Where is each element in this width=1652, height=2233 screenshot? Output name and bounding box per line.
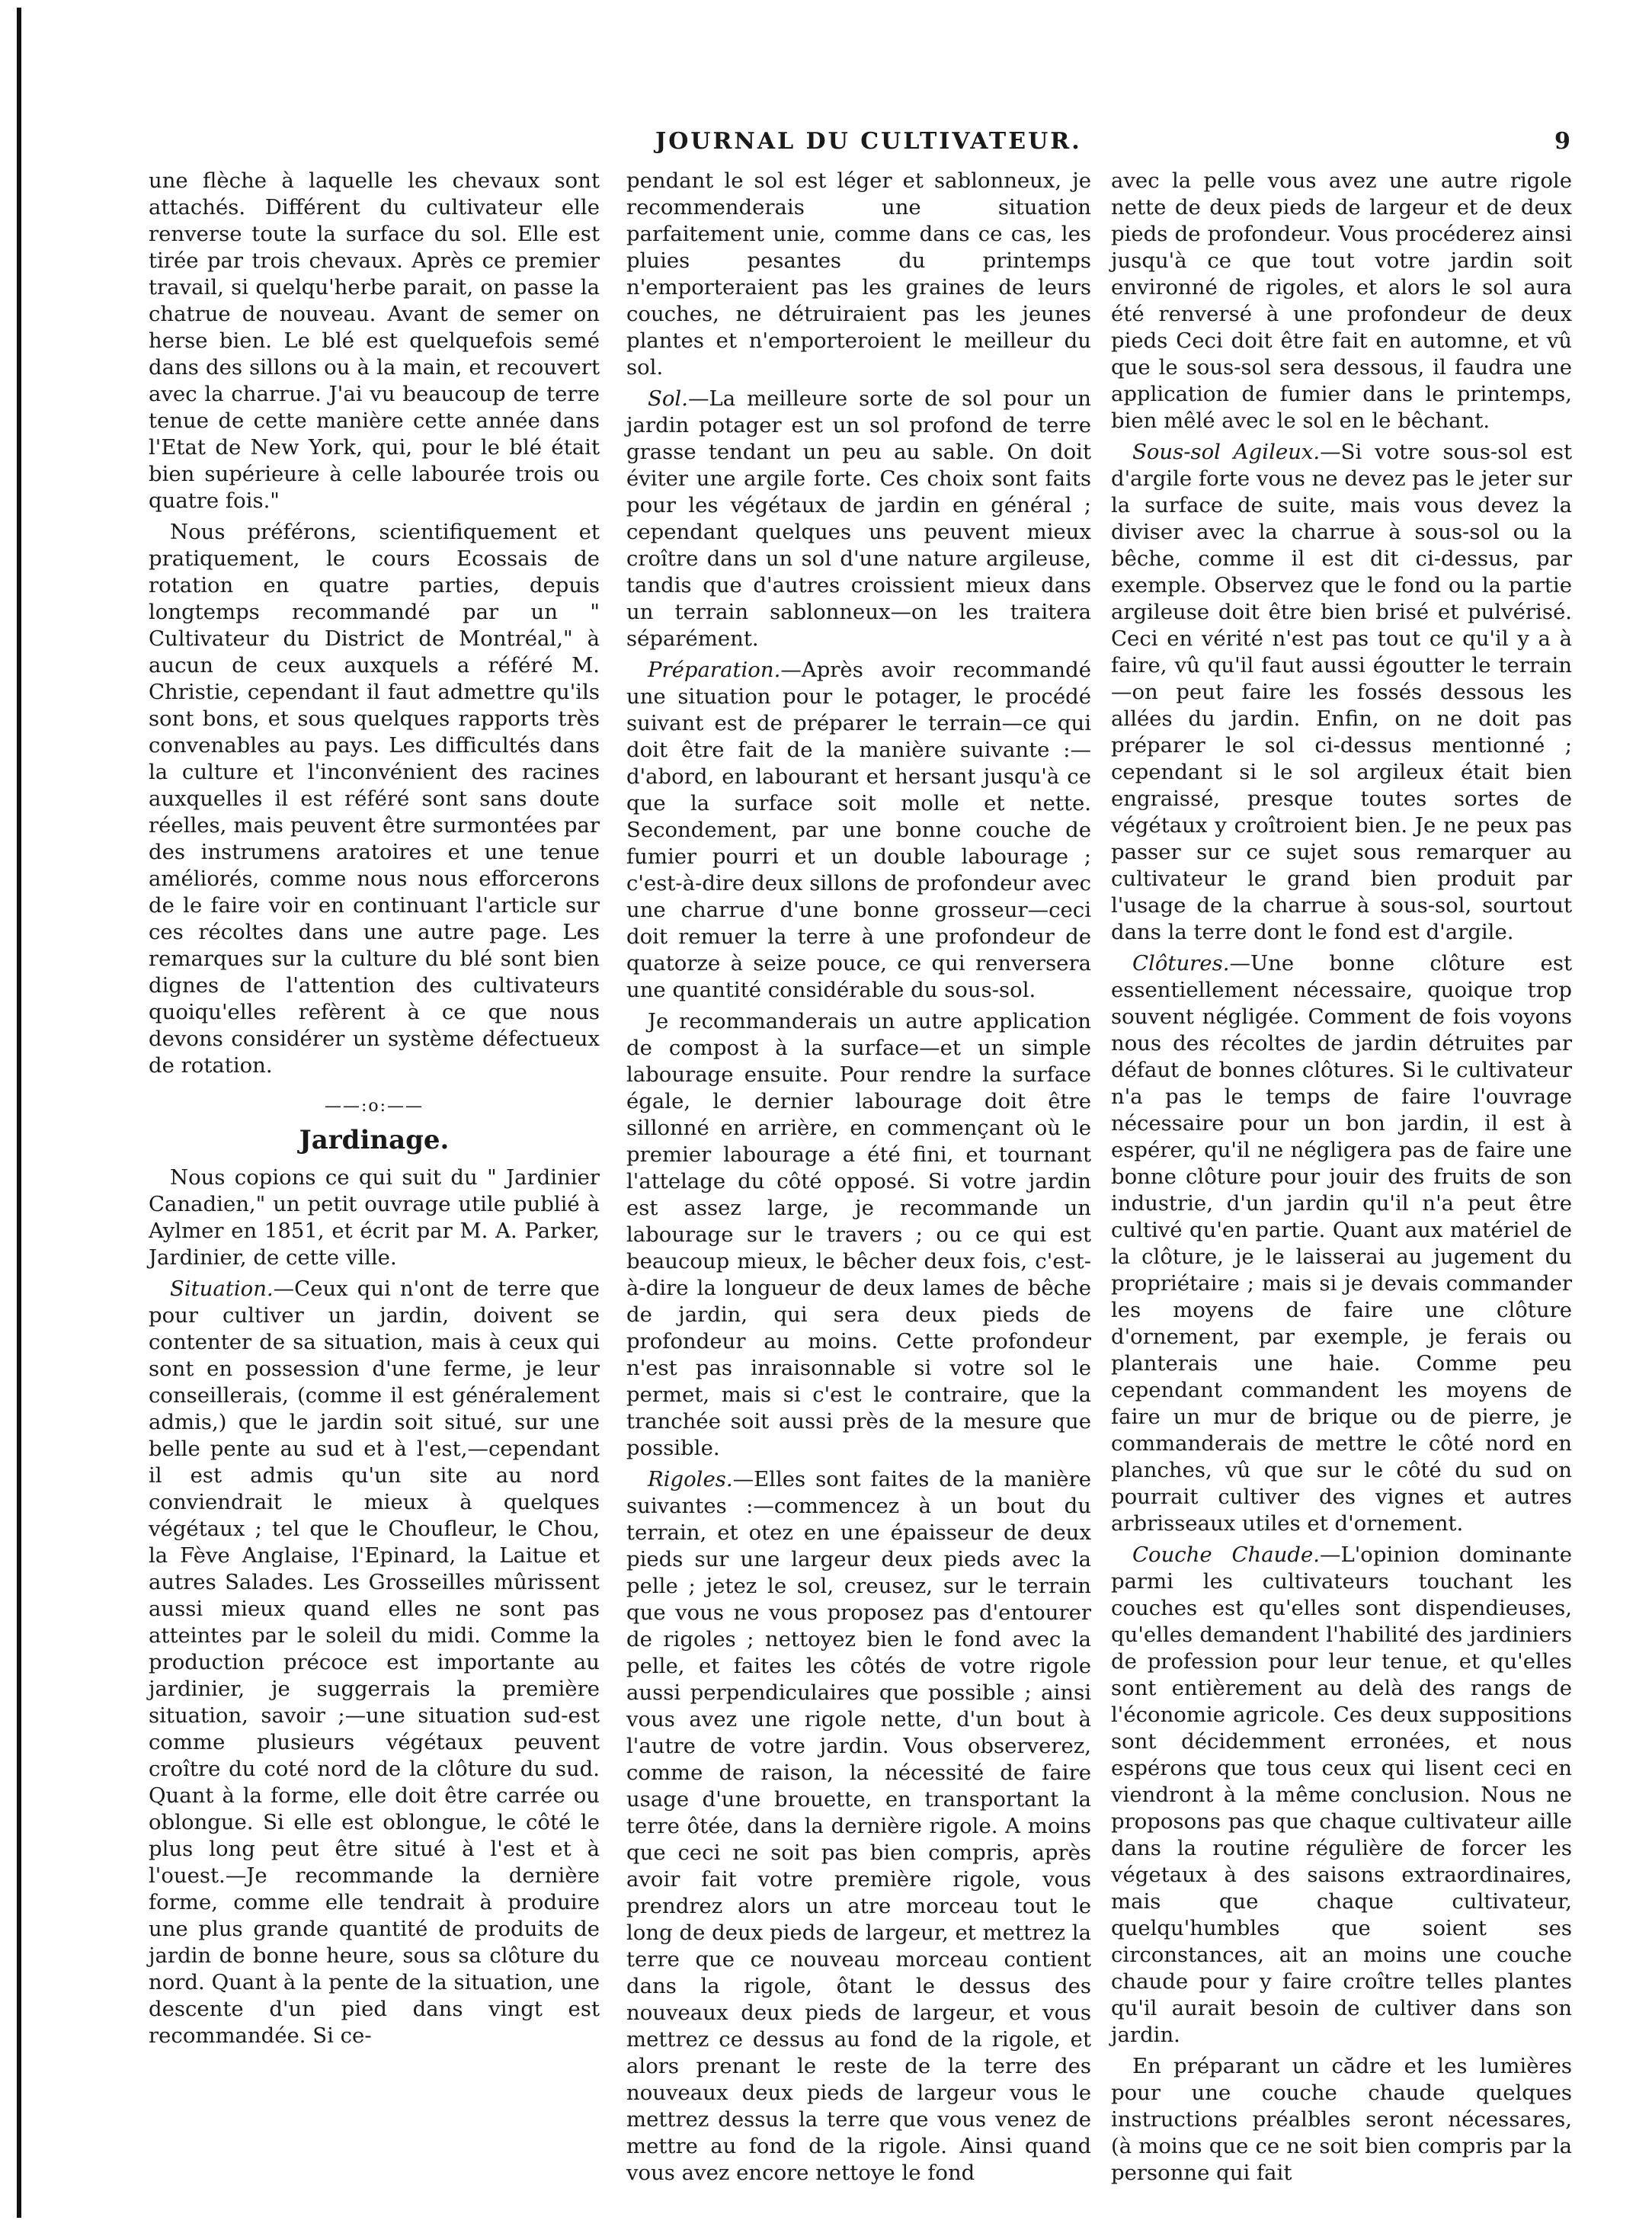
section-separator: ——:o:—— (324, 1097, 424, 1116)
run-in-heading: Sol. (648, 386, 688, 411)
paragraph: Nous préférons, scientifiquement et pratiquement, le cours Ecossais de rotation en quatre parties, depuis longtemps recommandé par un " Cultivateur du District de Montréal," à aucun de ceux auxquels a référé M. Christie, cependant il faut admettre qu'ils sont bons, et sous quelques rapports très convenables au pays. Les difficultés dans la culture et l'inconvénient des racines auxquelles il est référé sont sans doute réelles, mais peuvent être surmontées par des instrumens aratoires et une tenue améliorés, comme nous nous efforcerons de le faire voir en continuant l'article sur ces récoltes dans une autre page. Les remarques sur la culture du blé sont bien dignes de l'attention des cultivateurs quoiqu'elles refèrent à ce que nous devons considérer un système défectueux de rotation. (149, 520, 600, 1078)
page-spine-rule (17, 8, 21, 2218)
column-1 (149, 168, 600, 2054)
paragraph (626, 657, 1091, 1004)
section-heading: Jardinage. (299, 1125, 450, 1155)
paragraph-text: —Une bonne clôture est essentiellement nécessaire, quoique trop souvent négligée. Comment de fois voyons nous des récoltes de jardin détruites par défaut de bonnes clôtures. Si le cultivateur n'a pas le temps de faire l'ouvrage nécessaire pour un bon jardin, il est à espérer, qu'il ne négligera pas de faire une bonne clôture pour jouir des fruits de son industrie, d'un jardin qu'il n'a peut être cultivé qu'en partie. Quant aux matériel de la clôture, je le laisserai au jugement du propriétaire ; mais si je devais commander les moyens de faire une clôture d'ornement, par exemple, je ferais ou planterais une haie. Comme peu cependant commandent les moyens de faire un mur de brique ou de pierre, je commanderais de mettre le côté nord en planches, vû que sur le côté du sud on pourrait cultiver des vignes et autres arbrisseaux utiles et d'ornement. (1111, 951, 1572, 1536)
paragraph-text: —L'opinion dominante parmi les cultivateurs touchant les couches est qu'elles sont dispendieuses, qu'elles demandent l'habilité des jardiniers de profession pour leur tenue, et qu'elles sont entièrement au delà des rangs de l'économie agricole. Ces deux suppositions sont décidemment erronées, et nous espérons que tous ceux qui lisent ceci en viendront à la même conclusion. Nous ne proposons pas que chaque cultivateur aille dans la routine régulière de forcer les végetaux à des saisons extraordinaires, mais que chaque cultivateur, quelqu'humbles que soient ses circonstances, ait an moins une couche chaude pour y faire croître telles plantes qu'il aurait besoin de cultiver dans son jardin. (1111, 1543, 1573, 2047)
paragraph-text: —La meilleure sorte de sol pour un jardin potager est un sol profond de terre grasse tendant un peu au sable. On doit éviter une argile forte. Ces choix sont faits pour les végétaux de jardin en général ; cependant quelques uns peuvent mieux croître dans un sol d'une nature argileuse, tandis que d'autres croissient mieux dans un terrain sablonneux—on les traitera séparément. (626, 386, 1091, 651)
paragraph: En préparant un cădre et les lumières pour une couche chaude quelques instructions préalbles seront nécessares, (à moins que ce ne soit bien compris par la personne qui fait (1111, 2054, 1572, 2185)
paragraph: pendant le sol est léger et sablonneux, je recommenderais une situation parfaitement unie, comme dans ce cas, les pluies pesantes du printemps n'emporteraient pas les graines de leurs couches, ne détruiraient pas les jeunes plantes et n'emporteroient le meilleur du sol. (626, 168, 1091, 380)
paragraph (626, 386, 1091, 652)
paragraph-text: —Si votre sous-sol est d'argile forte vous ne devez pas le jeter sur la surface de suite, mais vous devez la diviser avec la charrue à sous-sol ou la bêche, comme il est dit ci-dessus, par exemple. Observez que le fond ou la partie argileuse doit être bien brisé et pulvérisé. Ceci en vérité n'est pas tout ce qu'il y a à faire, vû qu'il faut aussi égoutter le terrain —on peut faire les fossés dessous les allées du jardin. Enfin, on ne doit pas préparer le sol ci-dessus mentionné ; cependant si le sol argileux était bien engraissé, presque toutes sortes de végétaux y croîtroient bien. Je ne peux pas passer sur ce sujet sous remarquer au cultivateur le grand bien produit par l'usage de la charrue à sous-sol, sourtout dans la terre dont le fond est d'argile. (1111, 440, 1572, 944)
paragraph-text: —Après avoir recommandé une situation pour le potager, le procédé suivant est de préparer le terrain—ce qui doit être fait de la manière suivante :—d'abord, en labourant et hersant jusqu'à ce que la surface soit molle et nette. Secondement, par une bonne couche de fumier pourri et un double labourage ; c'est-à-dire deux sillons de profondeur avec une charrue d'une bonne grosseur—ceci doit remuer la terre à une profondeur de quatorze à seize pouce, ce qui renversera une quantité considérable du sous-sol. (626, 658, 1091, 1002)
paragraph (149, 1276, 600, 2049)
paragraph: Je recommanderais un autre application de compost à la surface—et un simple labourage ensuite. Pour rendre la surface égale, le dernier labourage doit être sillonné en arrière, en commençant où le premier labourage a été fini, et tournant l'attelage du côté opposé. Si votre jardin est assez large, je recommande un labourage sur le travers ; ou ce qui est beaucoup mieux, le bêcher deux fois, c'est-à-dire la longueur de deux lames de bêche de jardin, qui sera deux pieds de profondeur au moins. Cette profondeur n'est pas inraisonnable si votre sol le permet, mais si c'est le contraire, que la tranchée soit aussi près de la mesure que possible. (626, 1009, 1091, 1460)
run-in-heading: Sous-sol Agileux. (1132, 440, 1321, 464)
paragraph (1111, 950, 1572, 1537)
run-in-heading: Préparation. (648, 658, 781, 682)
paragraph (626, 1466, 1091, 2187)
paragraph: avec la pelle vous avez une autre rigole nette de deux pieds de largeur et de deux pieds de profondeur. Vous procéderez ainsi jusqu'à ce que tout votre jardin soit environné de rigoles, et alors le sol aura été renversé à une profondeur de deux pieds Ceci doit être fait en automne, et vû que le sous-sol sera dessous, il faudra une application de fumier dans le printemps, bien mêlé avec le sol en le bêchant. (1111, 168, 1572, 433)
column-2 (626, 168, 1091, 2191)
page-number: 9 (1554, 128, 1570, 155)
run-in-heading: Couche Chaude. (1132, 1543, 1320, 1567)
paragraph (1111, 1542, 1572, 2049)
column-3 (1111, 168, 1572, 2191)
paragraph: Nous copions ce qui suit du " Jardinier Canadien," un petit ouvrage utile publié à Aylmer en 1851, et écrit par M. A. Parker, Jardinier, de cette ville. (149, 1165, 600, 1270)
running-title: JOURNAL DU CULTIVATEUR. (655, 128, 1082, 155)
run-in-heading: Situation. (170, 1277, 274, 1301)
run-in-heading: Clôtures. (1132, 951, 1230, 976)
page-header (0, 128, 1652, 159)
paragraph: une flèche à laquelle les chevaux sont attachés. Différent du cultivateur elle renverse toute la surface du sol. Elle est tirée par trois chevaux. Après ce premier travail, si quelqu'herbe parait, on passe la chatrue de nouveau. Avant de semer on herse bien. Le blé est quelquefois semé dans des sillons ou à la main, et recouvert avec la charrue. J'ai vu beaucoup de terre tenue de cette manière cette année dans l'Etat de New York, qui, pour le blé était bien supérieure à celle labourée trois ou quatre fois." (149, 168, 600, 513)
paragraph-text: —Elles sont faites de la manière suivantes :—commencez à un bout du terrain, et otez en une épaisseur de deux pieds sur une largeur deux pieds avec la pelle ; jetez le sol, creusez, sur le terrain que vous ne vous proposez pas d'entourer de rigoles ; nettoyez bien le fond avec la pelle, et faites les côtés de votre rigole aussi perpendiculaires que possible ; ainsi vous avez une rigole nette, d'un bout à l'autre de votre jardin. Vous observerez, comme de raison, la nécessité de faire usage d'une brouette, en transportant la terre ôtée, dans la dernière rigole. A moins que ceci ne soit pas bien compris, après avoir fait votre première rigole, vous prendrez alors un atre morceau tout le long de deux pieds de largeur, et mettrez la terre que ce nouveau morceau contient dans la rigole, ôtant le dessus des nouveaux deux pieds de largeur, et vous mettrez ce dessus au fond de la rigole, et alors prenant le reste de la terre des nouveaux deux pieds de largeur vous le mettrez dessus la terre que vous venez de mettre au fond de la rigole. Ainsi quand vous avez encore nettoye le fond (626, 1467, 1091, 2185)
paragraph-text: —Ceux qui n'ont de terre que pour cultiver un jardin, doivent se contenter de sa situation, mais à ceux qui sont en possession d'une ferme, je leur conseillerais, (comme il est généralement admis,) que le jardin soit situé, sur une belle pente au sud et à l'est,—cependant il est admis qu'un site au nord conviendrait le mieux à quelques végétaux ; tel que le Choufleur, le Chou, la Fève Anglaise, l'Epinard, la Laitue et autres Salades. Les Grosseilles mûrissent aussi mieux quand elles ne sont pas atteintes par le soleil du midi. Comme la production précoce est importante au jardinier, je suggerrais la première situation, savoir ;—une situation sud-est comme plusieurs végétaux peuvent croître du coté nord de la clôture du sud. Quant à la forme, elle doit être carrée ou oblongue. Si elle est oblongue, le côté le plus long peut être situé à l'est et à l'ouest.—Je recommande la dernière forme, comme elle tendrait à produire une plus grande quantité de produits de jardin de bonne heure, sous sa clôture du nord. Quant à la pente de la situation, une descente d'un pied dans vingt est recommandée. Si ce- (149, 1277, 600, 2048)
paragraph (1111, 439, 1572, 946)
run-in-heading: Rigoles. (648, 1467, 733, 1491)
